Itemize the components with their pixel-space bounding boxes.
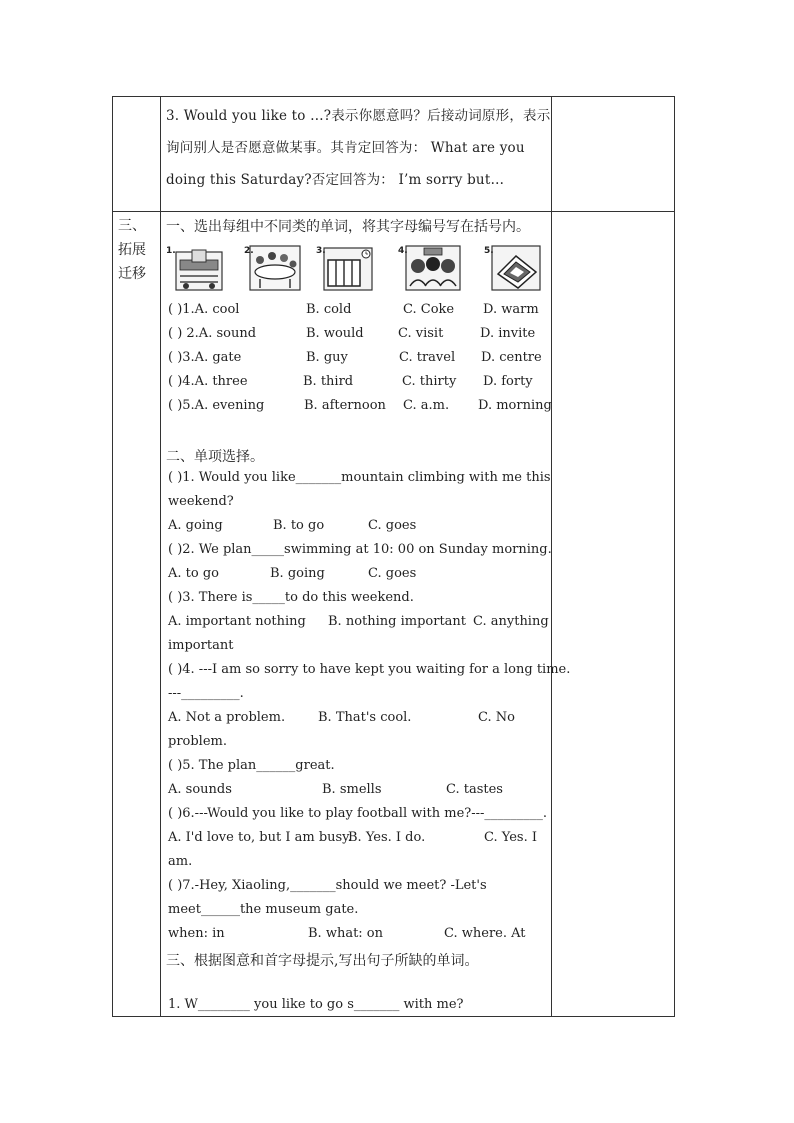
option-a: A. important nothing bbox=[168, 614, 306, 629]
question-text: ( )2. We plan_____swimming at 10: 00 on Sunday morning. bbox=[168, 542, 552, 557]
option-c: C. anything bbox=[473, 614, 549, 629]
picture-5 bbox=[484, 242, 542, 292]
question-text: ( )1. Would you like_______mountain climbing with me this bbox=[168, 470, 551, 485]
option-d: D. invite bbox=[480, 326, 536, 341]
option-b: B. Yes. I do. bbox=[348, 830, 426, 845]
table-bottom-border bbox=[112, 1016, 675, 1017]
table-row-divider bbox=[112, 211, 675, 212]
option-c: C. No bbox=[478, 710, 515, 725]
table-left-border bbox=[112, 96, 113, 1017]
part1-heading: 一、选出每组中不同类的单词，将其字母编号写在括号内。 bbox=[166, 219, 530, 235]
option-a: A. I'd love to, but I am busy. bbox=[168, 830, 352, 845]
question-text: ( )3. There is_____to do this weekend. bbox=[168, 590, 414, 605]
question-text: weekend? bbox=[168, 494, 234, 509]
option-a: A. Not a problem. bbox=[168, 710, 286, 725]
option-b: B. smells bbox=[322, 782, 382, 797]
option-a: when: in bbox=[168, 926, 225, 941]
question-text: ( )6.---Would you like to play football with me?---_________. bbox=[168, 806, 548, 821]
part3-heading: 三、根据图意和首字母提示,写出句子所缺的单词。 bbox=[166, 953, 479, 969]
question-text: ( )5. The plan______great. bbox=[168, 758, 335, 773]
option-c: C. thirty bbox=[402, 374, 457, 389]
question-text: am. bbox=[168, 854, 193, 869]
question-stem: ( )4.A. three bbox=[168, 374, 248, 389]
option-c: C. goes bbox=[368, 518, 417, 533]
question-text: ( )4. ---I am so sorry to have kept you waiting for a long time. bbox=[168, 662, 571, 677]
question-text: important bbox=[168, 638, 234, 653]
option-b: B. would bbox=[306, 326, 364, 341]
option-b: B. what: on bbox=[308, 926, 384, 941]
option-a: A. to go bbox=[168, 566, 219, 581]
option-c: C. where. At bbox=[444, 926, 526, 941]
grammar-note-line: 询问别人是否愿意做某事。其肯定回答为： What are you bbox=[166, 140, 525, 156]
question-stem: ( )5.A. evening bbox=[168, 398, 265, 413]
question-text: ---_________. bbox=[168, 686, 244, 701]
option-b: B. third bbox=[303, 374, 354, 389]
picture-number: 3. bbox=[316, 246, 326, 256]
picture-number: 2. bbox=[244, 246, 254, 256]
option-b: B. afternoon bbox=[304, 398, 386, 413]
option-c: C. visit bbox=[398, 326, 444, 341]
question-text: ( )7.-Hey, Xiaoling,_______should we meet? -Let's bbox=[168, 878, 487, 893]
option-c: C. tastes bbox=[446, 782, 503, 797]
section-side-label bbox=[118, 214, 158, 286]
table-right-border bbox=[674, 96, 675, 1017]
question-text: meet______the museum gate. bbox=[168, 902, 359, 917]
picture-number: 5. bbox=[484, 246, 494, 256]
option-c: C. goes bbox=[368, 566, 417, 581]
picture-strip bbox=[166, 242, 546, 296]
option-b: B. cold bbox=[306, 302, 352, 317]
option-b: B. nothing important bbox=[328, 614, 467, 629]
option-d: D. forty bbox=[483, 374, 533, 389]
picture-number: 1. bbox=[166, 246, 176, 256]
picture-3 bbox=[316, 242, 374, 292]
option-c: C. Coke bbox=[403, 302, 455, 317]
picture-4 bbox=[398, 242, 462, 292]
part2-heading: 二、单项选择。 bbox=[166, 449, 264, 465]
question-stem: ( )3.A. gate bbox=[168, 350, 242, 365]
grammar-note-line: doing this Saturday?否定回答为： I’m sorry but… bbox=[166, 172, 505, 188]
side-label-line: 迁移 bbox=[118, 266, 146, 282]
picture-2 bbox=[244, 242, 302, 292]
option-b: B. That's cool. bbox=[318, 710, 412, 725]
question-stem: ( ) 2.A. sound bbox=[168, 326, 257, 341]
side-label-line: 三、 bbox=[118, 218, 146, 234]
option-a: A. sounds bbox=[168, 782, 232, 797]
question-text: problem. bbox=[168, 734, 227, 749]
option-c: C. a.m. bbox=[403, 398, 450, 413]
option-c: C. travel bbox=[399, 350, 456, 365]
question-text: 1. W________ you like to go s_______ with me? bbox=[168, 997, 464, 1012]
option-b: B. to go bbox=[273, 518, 325, 533]
option-d: D. warm bbox=[483, 302, 539, 317]
option-d: D. morning bbox=[478, 398, 552, 413]
option-c: C. Yes. I bbox=[484, 830, 537, 845]
option-d: D. centre bbox=[481, 350, 542, 365]
side-label-line: 拓展 bbox=[118, 242, 146, 258]
picture-1 bbox=[166, 242, 224, 292]
grammar-note-line: 3. Would you like to …?表示你愿意吗？后接动词原形，表示 bbox=[166, 108, 551, 124]
option-a: A. going bbox=[168, 518, 223, 533]
grammar-note bbox=[166, 100, 551, 196]
table-top-border bbox=[112, 96, 675, 97]
table-col-divider-1 bbox=[160, 96, 161, 1017]
picture-number: 4. bbox=[398, 246, 408, 256]
question-stem: ( )1.A. cool bbox=[168, 302, 240, 317]
option-b: B. guy bbox=[306, 350, 348, 365]
option-b: B. going bbox=[270, 566, 325, 581]
